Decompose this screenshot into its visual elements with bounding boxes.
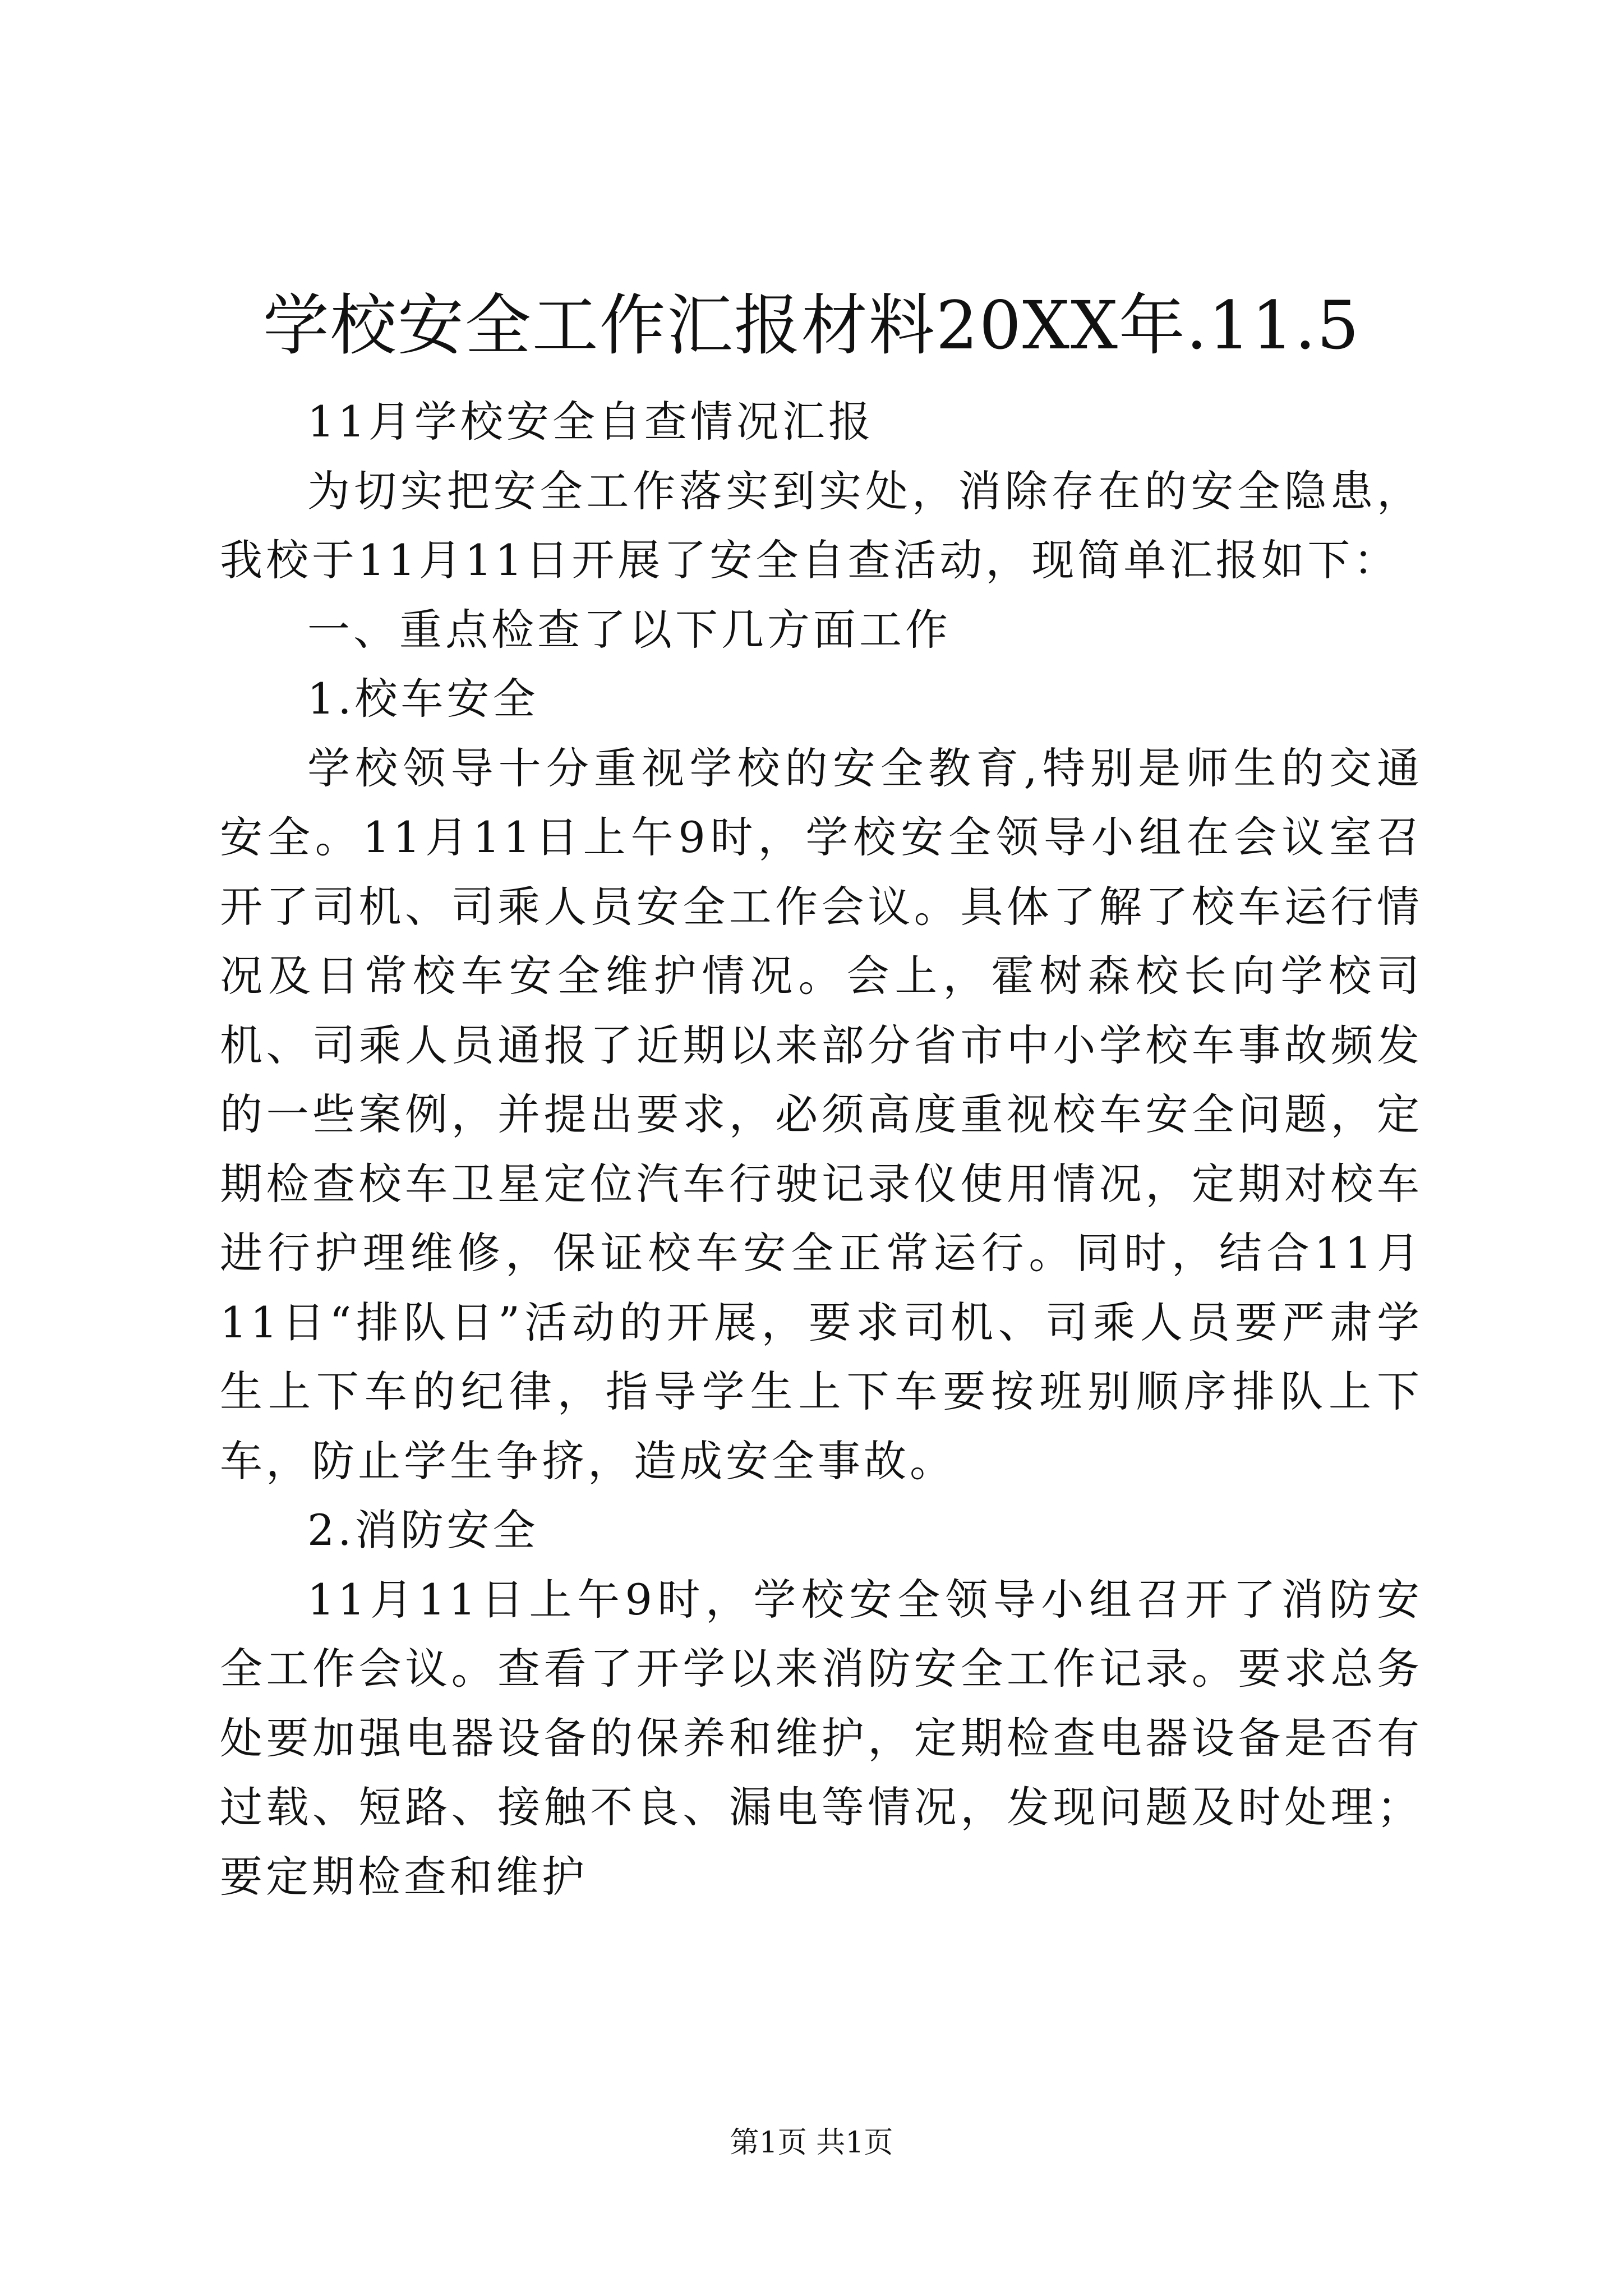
subsection-heading-fire-safety: 2.消防安全	[307, 1505, 539, 1555]
paragraph-intro: 为切实把安全工作落实到实处，消除存在的安全隐患，我校于11月11日开展了安全自查活动，现简单汇报如下：	[220, 466, 1423, 585]
paragraph-school-bus: 学校领导十分重视学校的安全教育,特别是师生的交通安全。11月11日上午9时，学校安全领导小组在会议室召开了司机、司乘人员安全工作会议。具体了解了校车运行情况及日常校车安全维护情况。会上，霍树森校长向学校司机、司乘人员通报了近期以来部分省市中小学校车事故频发的一些案例，并提出要求，必须高度重视校车安全问题，定期检查校车卫星定位汽车行驶记录仪使用情况，定期对校车进行护理维修，保证校车安全正常运行。同时，结合11月11日“排队日”活动的开展，要求司机、司乘人员要严肃学生上下车的纪律，指导学生上下车要按班别顺序排队上下车，防止学生争挤，造成安全事故。	[220, 743, 1423, 1486]
paragraph-fire-safety: 11月11日上午9时，学校安全领导小组召开了消防安全工作会议。查看了开学以来消防安全工作记录。要求总务处要加强电器设备的保养和维护，定期检查电器设备是否有过载、短路、接触不良、漏电等情况，发现问题及时处理；要定期检查和维护	[220, 1574, 1423, 1902]
document-title: 学校安全工作汇报材料20XX年.11.5	[262, 287, 1361, 364]
section-heading-1: 一、重点检查了以下几方面工作	[307, 604, 951, 655]
subsection-heading-school-bus: 1.校车安全	[307, 674, 539, 724]
page-footer: 第1页 共1页	[730, 2126, 893, 2160]
paragraph-subtitle: 11月学校安全自查情况汇报	[307, 397, 874, 447]
document-body	[220, 387, 1423, 1911]
